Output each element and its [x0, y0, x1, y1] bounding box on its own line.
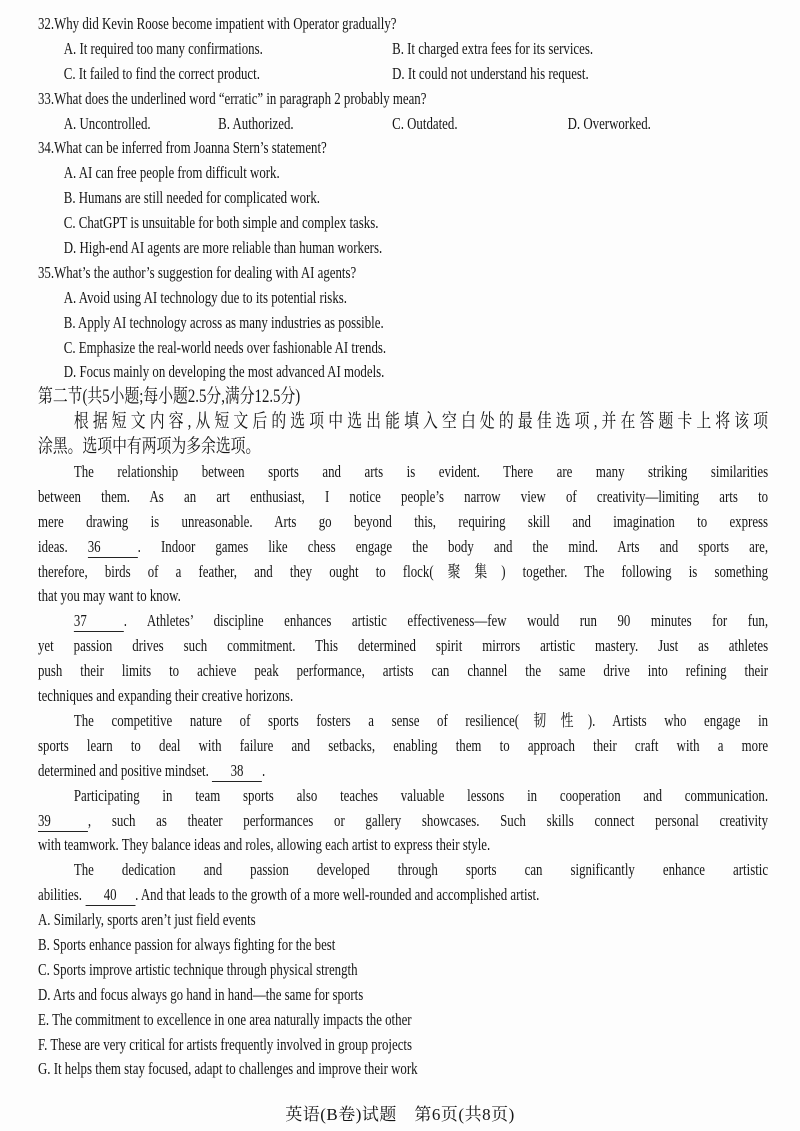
section-heading: 第二节(共5小题;每小题2.5分,满分12.5分)	[38, 386, 301, 408]
passage-text: , such as theater performances or gallery showcases. Such skills connect personal creativity	[87, 810, 769, 830]
cloze-option: G. It helps them stay focused, adapt to challenges and improve their work	[38, 1059, 418, 1079]
passage-text: . And that leads to the growth of a more well-rounded and accomplished artist.	[135, 885, 540, 905]
passage-text: . Athletes’ discipline enhances artistic effectiveness—few would run 90 minutes for fun,	[123, 611, 769, 631]
option-row	[38, 112, 768, 137]
blank-36: 36	[88, 537, 138, 558]
blank-37: 37	[74, 611, 124, 632]
exam-page	[38, 12, 768, 1082]
passage-paragraph	[38, 460, 768, 609]
answer-option: B. Authorized.	[218, 113, 294, 133]
passage-text: ideas.	[38, 536, 88, 556]
cloze-option: B. Sports enhance passion for always fighting for the best	[38, 934, 336, 954]
cloze-option: D. Arts and focus always go hand in hand—the same for sports	[38, 984, 364, 1004]
answer-option: D. It could not understand his request.	[392, 63, 589, 83]
passage-line	[38, 709, 768, 734]
answer-option: A. Avoid using AI technology due to its potential risks.	[63, 287, 347, 307]
answer-option: C. ChatGPT is unsuitable for both simple and complex tasks.	[63, 213, 379, 233]
passage-line	[38, 584, 768, 609]
passage-text: push their limits to achieve peak performance, artists can channel the same drive into refining their	[38, 661, 769, 681]
passage-text: mere drawing is unreasonable. Arts go beyond this, requiring skill and imagination to express	[38, 511, 769, 531]
question-text: What does the underlined word “erratic” in paragraph 2 probably mean?	[54, 88, 427, 108]
cloze-option: C. Sports improve artistic technique through physical strength	[38, 959, 358, 979]
passage-line	[38, 734, 768, 759]
passage-line	[38, 833, 768, 858]
answer-option: D. Focus mainly on developing the most advanced AI models.	[63, 362, 385, 382]
section-instruction-line: 根据短文内容,从短文后的选项中选出能填入空白处的最佳选项,并在答题卡上将该项	[73, 411, 769, 433]
passage-text: The relationship between sports and arts is evident. There are many striking similarities	[73, 462, 769, 482]
passage-line	[38, 883, 768, 908]
answer-option: C. Outdated.	[392, 113, 458, 133]
answer-option: C. Emphasize the real-world needs over fashionable AI trends.	[63, 337, 387, 357]
question-stem	[38, 261, 768, 286]
passage-text: The dedication and passion developed through sports can significantly enhance artistic	[73, 860, 769, 880]
passage-line	[38, 460, 768, 485]
passage-line	[38, 485, 768, 510]
passage-line	[38, 535, 768, 560]
passage-line	[38, 858, 768, 883]
question-stem	[38, 136, 768, 161]
page-footer: 英语(B卷)试题 第6页(共8页)	[285, 1105, 515, 1124]
passage-text: .	[261, 760, 266, 780]
passage-line	[38, 784, 768, 809]
blank-39: 39	[38, 811, 88, 832]
passage-text: sports learn to deal with failure and setbacks, enabling them to approach their craft with a more	[38, 735, 769, 755]
question-stem	[38, 12, 768, 37]
answer-option: D. High-end AI agents are more reliable than human workers.	[63, 238, 383, 258]
passage-paragraph	[38, 784, 768, 859]
passage-text: yet passion drives such commitment. This determined spirit mirrors artistic mastery. Just as athletes	[38, 636, 769, 656]
passage-line	[38, 634, 768, 659]
passage-text: abilities.	[38, 885, 86, 905]
passage-line	[38, 510, 768, 535]
cloze-passage	[38, 460, 768, 908]
passage-paragraph	[38, 609, 768, 709]
passage-line	[38, 560, 768, 585]
option-row	[38, 62, 768, 87]
answer-option: C. It failed to find the correct product.	[63, 63, 260, 83]
blank-40: 40	[85, 885, 135, 906]
question-stem	[38, 87, 768, 112]
passage-text: The competitive nature of sports fosters a sense of resilience(韧性). Artists who engage in	[73, 710, 769, 730]
passage-paragraph	[38, 709, 768, 784]
passage-line	[38, 684, 768, 709]
passage-line	[38, 759, 768, 784]
passage-text: therefore, birds of a feather, and they ought to flock(聚集) together. The following is something	[38, 561, 769, 581]
passage-text: Participating in team sports also teaches valuable lessons in cooperation and communication.	[73, 785, 769, 805]
passage-text: techniques and expanding their creative horizons.	[38, 686, 294, 706]
section-instruction-line: 涂黑。选项中有两项为多余选项。	[38, 436, 261, 458]
question-text: What can be inferred from Joanna Stern’s statement?	[54, 138, 327, 158]
answer-option: D. Overworked.	[567, 113, 651, 133]
passage-text: with teamwork. They balance ideas and roles, allowing each artist to express their style.	[38, 835, 491, 855]
answer-option: A. It required too many confirmations.	[63, 38, 263, 58]
blank-38: 38	[212, 761, 262, 782]
reading-questions	[38, 12, 768, 385]
question-text: Why did Kevin Roose become impatient with Operator gradually?	[54, 14, 397, 33]
answer-option: B. Apply AI technology across as many industries as possible.	[63, 312, 384, 332]
passage-line	[38, 809, 768, 834]
passage-paragraph	[38, 858, 768, 908]
passage-text: that you may want to know.	[38, 586, 181, 606]
passage-text: . Indoor games like chess engage the body and the mind. Arts and sports are,	[137, 536, 769, 556]
passage-options	[38, 908, 768, 1082]
passage-line	[38, 659, 768, 684]
passage-line	[38, 609, 768, 634]
question-number: 34.	[38, 138, 55, 158]
answer-option: B. It charged extra fees for its services.	[392, 38, 594, 58]
passage-text: between them. As an art enthusiast, I notice people’s narrow view of creativity—limiting arts to	[38, 486, 769, 506]
answer-option: B. Humans are still needed for complicated work.	[63, 188, 320, 208]
passage-text: determined and positive mindset.	[38, 760, 213, 780]
question-number: 35.	[38, 262, 55, 282]
cloze-option: A. Similarly, sports aren’t just field events	[38, 910, 256, 930]
question-text: What’s the author’s suggestion for dealing with AI agents?	[54, 262, 357, 282]
answer-option: A. AI can free people from difficult work.	[63, 163, 280, 183]
option-row	[38, 37, 768, 62]
cloze-option: F. These are very critical for artists frequently involved in group projects	[38, 1034, 412, 1054]
question-number: 32.	[38, 14, 55, 33]
question-number: 33.	[38, 88, 55, 108]
cloze-option: E. The commitment to excellence in one area naturally impacts the other	[38, 1009, 412, 1029]
answer-option: A. Uncontrolled.	[63, 113, 151, 133]
